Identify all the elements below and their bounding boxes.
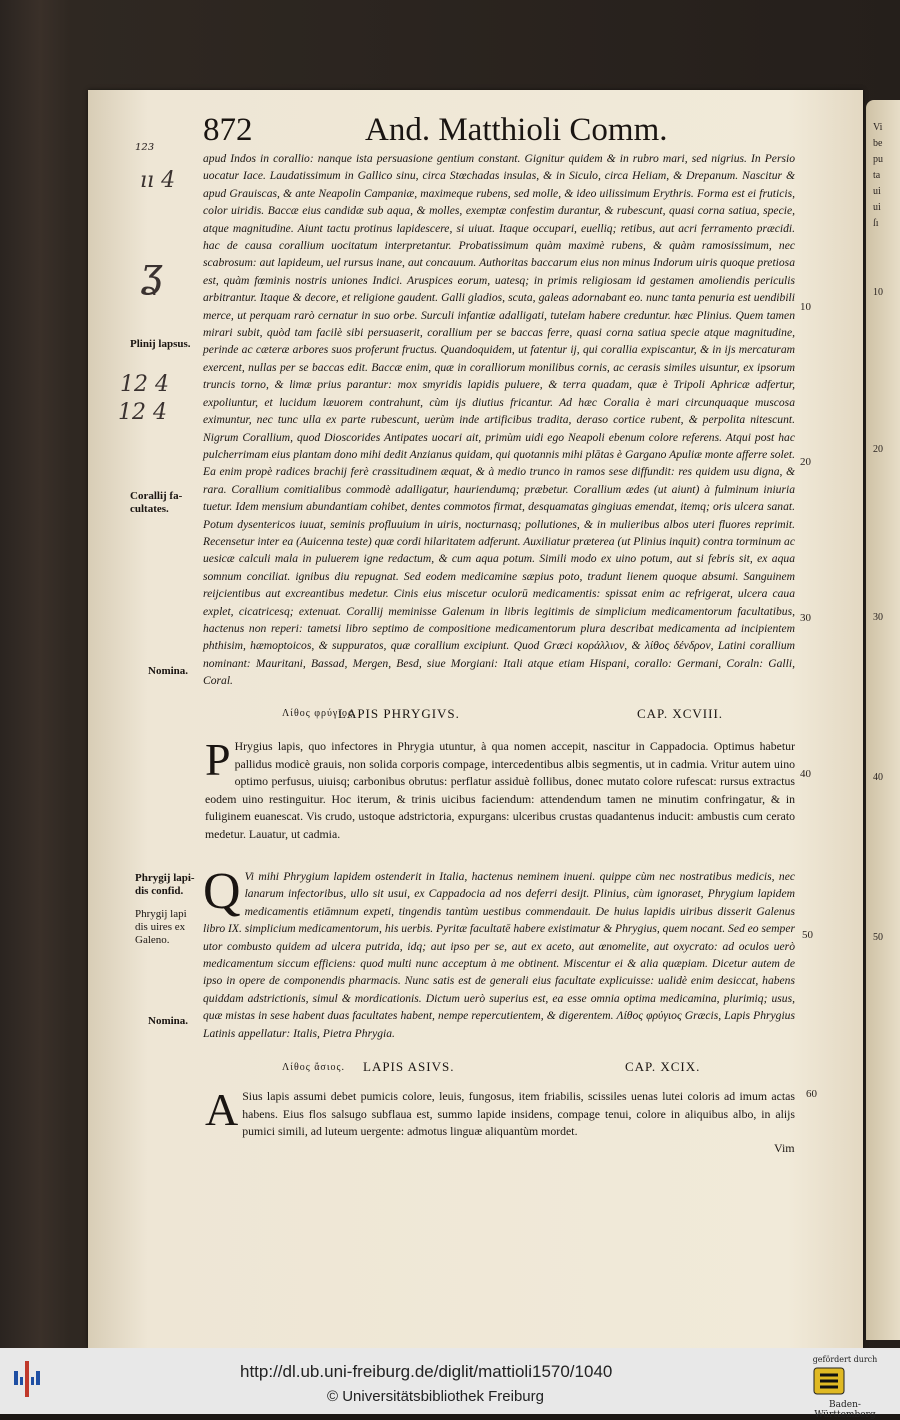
facing-page-text: 10	[873, 287, 883, 298]
chapter-title: LAPIS ASIVS.	[363, 1059, 455, 1074]
chapter-text	[205, 734, 795, 844]
crest-icon	[812, 1366, 846, 1396]
chapter-title: LAPIS PHRYGIVS.	[338, 706, 460, 721]
paragraph: apud Indos in corallio: nanque ista persuasione gentium constant. Gignitur quidem & in rubro mari, sed nigrius. In Persio uocatur Iace. Laudatissimum in Gallico sinu, circa Stœchadas insulas, & in Siculo, circa Heliam, & Drepanum. Nascitur & apud Grauiscas, & ante Neapolin Campaniæ, maximeque rubens, sed molle, & ideo uilissimum Erythris. Forma est ei fruticis, color uiridis. Baccæ eius candidæ sub aqua, & molles, exemptæ confestim durantur, & rubescunt, quasi corna satiua, specie, atque magnitudine. Aiunt tactu protinus lapidescere, si uiuat. Itaque occupari, euelliq; retibus, aut acri ferramento præcidi. hac de causa corallium uocitatum interpretantur. Probatissimum quàm maximè rubens, & quàm ramosissimum, nec scabrosum: aut lapideum, uel rursus inane, aut concauum. Authoritas baccarum eius non minus Indorum uiris quoque pretiosa est, quàm fœminis nostris uniones Indici. Aruspices eorum, uatesq; in primis religiosam id gestamen amoliendis periculis arbitrantur. Itaque & decore, et religione gaudent. Galli gladios, scuta, galeas adornabant eo. nunc tanta penuria est uendibili merce, ut perquam rarò cernatur in suo orbe. Surculi infantiæ adalligati, tutelam habere creduntur. hæc Plinius. Quem tamen mirari subit, quòd tam facilè sibi persuaserit, corallium per se baccas ferre, quasi corna satiua specie atque magnitudine, perinde ac cæteræ arbores suos proferunt fructus. Quandoquidem, ut fatentur ij, qui corallia expiscantur, & in ijs mercaturam exercent, nullas per se baccas edit. Baccæ enim, quæ in coralliorum monilibus cornis, ac cerasis similes uisuntur, ex ipsorum truncis torno, & limæ prius parantur: mox smyridis lapidis puluere, & terra quadam, quæ è Tripoli Aphricæ adfertur, expoliuntur, et lucidum læuorem contrahunt, cùm ijs diutius fricantur. Ad hæc Coralia è mari circunquaque muscosa eximuntur, nec tunc ulla ex parte rubescunt, uerùm inde artificibus tradita, deraso cortice rubent, & perpolita nitescunt. Nigrum Corallium, quod Dioscorides Antipates uocari ait, primùm uidi ego Neapoli ebenum colore referens. Atqui post hac pulcherrimam eius plantam dono mihi dedit Anzianus quidam, qui quotannis mihi plātas è Gargano Apuliæ monte afferre solet. Ea enim propè radices brachij ferè crassitudinem æquat, & à medio trunco in ramos sese diffundit: res quidem usu digna, & rara. Corallium comitialibus commodè adalligatur, hauriendumq; præbetur. Corallium ædes (ut aiunt) à fulminum iniuria tuetur. Idem mensium abundantiam cohibet, dentes commotos firmat, desquamatas gingiuas emendat, itemq; oris ulcera sanat. Potum dysentericos iuuat, seminis profluuium in uiris, nocturnasq; pollutiones, & in mulieribus albos uteri fluores reprimit. Recensetur inter ea (Auicenna teste) quæ cordi hilaritatem adferunt. Auxiliatur præterea (ut Plinius inquit) contra torminum ac uesicæ calculi mala in puluerem igne redactum, & cum aqua potum. Simili modo ex uino potum, aut si febris sit, ex aqua somnum conciliat. ignibus diu repugnat. Sed eodem medicamine sæpius poto, tradunt lienem quoque absumi. Sanguinem reijcientibus aut excreantibus medetur. Cinis eius miscetur oculorū medicamentis: spissat enim ac refrigerat, ulcera caua explet, cicatricesq; extenuat. Corallij meminisse Galenum in libris legitimis de simplicium medicamentorum facultatibus, hactenus non reperi: tametsi libro septimo de compositione medicamentorum plura describat medicamenta ad incipientem phthisim, hæmoptoicos, & suppuratos, quæ corallium excipiunt. Quod Græci κοράλλιον, & λίθος δένδρον, Latini corallium nominant: Mauritani, Bassad, Mergen, Besd, siue Morgiani: Itali atque etiam Hispani, corallo: Germani, Coraln: Galli, Coral.	[203, 152, 795, 688]
drop-cap: Q	[203, 863, 241, 920]
margin-note: Nomina.	[148, 665, 189, 677]
facing-page-text: Vi be pu ta ui ui ſı	[873, 122, 883, 229]
facing-page-text: 50	[873, 932, 883, 943]
chapter-number: CAP. XCIX.	[625, 1059, 701, 1074]
library-logo-icon[interactable]	[14, 1361, 40, 1397]
page-number: 872	[203, 112, 253, 148]
sponsor-label: gefördert durch	[812, 1355, 878, 1364]
dioscorides-text: Sius lapis assumi debet pumicis colore, leuis, fungosus, item friabilis, scissiles uenas lutei coloris ad imum actas habens. Eius flos salsugo subflaua est, summo lapide insidens, compage tenui, colore in aliquibus albo, in alijs pumici simili, ad luteum uergente: admotus linguæ aliquantùm mordet.	[242, 1089, 795, 1139]
line-number: 10	[800, 301, 811, 313]
handwritten-note: 12 4	[120, 372, 169, 397]
line-number: 40	[800, 768, 811, 780]
line-number: 50	[802, 929, 813, 941]
margin-note: Nomina.	[148, 1015, 189, 1027]
permalink-link[interactable]: http://dl.ub.uni-freiburg.de/diglit/mattioli1570/1040	[240, 1362, 613, 1381]
facing-page-text: 30	[873, 612, 883, 623]
margin-note: Phrygij lapi- dis confid.	[135, 872, 195, 897]
drop-cap: P	[205, 734, 231, 785]
greek-heading: Λίθος φρύγιος.	[282, 708, 357, 719]
commentary-paragraph: Vi mihi Phrygium lapidem ostenderit in Italia, hactenus neminem inueni. quippe cùm nec nostratibus medicis, nec lanarum infectoribus, ullo sit usui, ex Cappadocia ad nos deferri desijt. Plinius, cùm ignoraset, Phrygium lapidem medicamentis etiāmnum expeti, tingendis tantùm uestibus commendauit. De huius lapidis uiribus disserit Galenus libro IX. simplicium medicamentorum, his uerbis. Pyritæ facultatē habere existimatur & Phrygius, quem nocant. Sed eo semper utor combusto quidem ad ulcera putrida, idq; aut ipso per se, aut ex aceto, aut œnomelite, aut oxycrato: ad oculos uerò medicamentum siccum efficiens: quod multi nunc acceptum à me obtinent. Miscentur ei & alia quæpiam. Dicetur autem de ipso in opere de componendis pharmacis. Nunc satis est de generali eius facultate explicuisse: ualidè enim desiccat, habens quiddam adstrictionis, simul & mordicationis. Dictum uerò superius est, ea esse omnia optima medicamina, plurimiq; usus, quæ mistas in sese habent duas facultates habent, nempe repercutientem, & digerentem. Λίθος φρύγιος Græcis, Lapis Phrygius Latinis appellatur: Italis, Pietra Phrygia.	[203, 870, 795, 1040]
facing-page-text: 40	[873, 772, 883, 783]
running-title: And. Matthioli Comm.	[365, 112, 668, 148]
line-number: 30	[800, 612, 811, 624]
drop-cap: A	[205, 1088, 239, 1135]
handwritten-mark: ʓ	[140, 250, 163, 296]
handwritten-note: 12 4	[118, 400, 167, 425]
chapter-number: CAP. XCVIII.	[637, 706, 724, 721]
dioscorides-text: Hrygius lapis, quo infectores in Phrygia utuntur, à qua nomen accepit, nascitur in Cappadocia. Optimus habetur pallidus modicè grauis, non solida corporis compage, intercedentibus albis segmentis, ut in cadmia. Vritur autem uino optimo perfusus, uiuisq; carbonibus obrutus: perflatur assiduè follibus, donec mutato colore rufescat: rursus extractus eodem uino restinguitur. Hoc iterum, & trinis uicibus faciendum: attendendum tamen ne minutim confringatur, & in fuliginem euanescat. Vis crudo, ustoque adstrictoria, expurgans: ulceribus crustas quadantenus inducit: ambustis cum cerato medetur. Lauatur, ut cadmia.	[205, 739, 795, 841]
copyright-text: © Universitätsbibliothek Freiburg	[327, 1388, 544, 1405]
line-number: 20	[800, 456, 811, 468]
handwritten-note: ıı 4	[140, 168, 176, 193]
commentary-text	[203, 863, 795, 1042]
greek-heading: Λίθος ἄσιος.	[282, 1062, 345, 1073]
sponsor-name: Baden-Württemberg	[814, 1400, 876, 1420]
main-text	[203, 150, 795, 690]
margin-note: Phrygij lapi dis uires ex Galeno.	[135, 908, 187, 946]
facing-page-text: 20	[873, 444, 883, 455]
chapter-text	[205, 1088, 795, 1144]
catchword: Vim	[774, 1141, 795, 1155]
line-number: 60	[806, 1088, 817, 1100]
margin-note: Plinij lapsus.	[130, 338, 191, 350]
margin-note: Corallij fa- cultates.	[130, 490, 183, 515]
handwritten-note: ¹²³	[135, 140, 155, 159]
